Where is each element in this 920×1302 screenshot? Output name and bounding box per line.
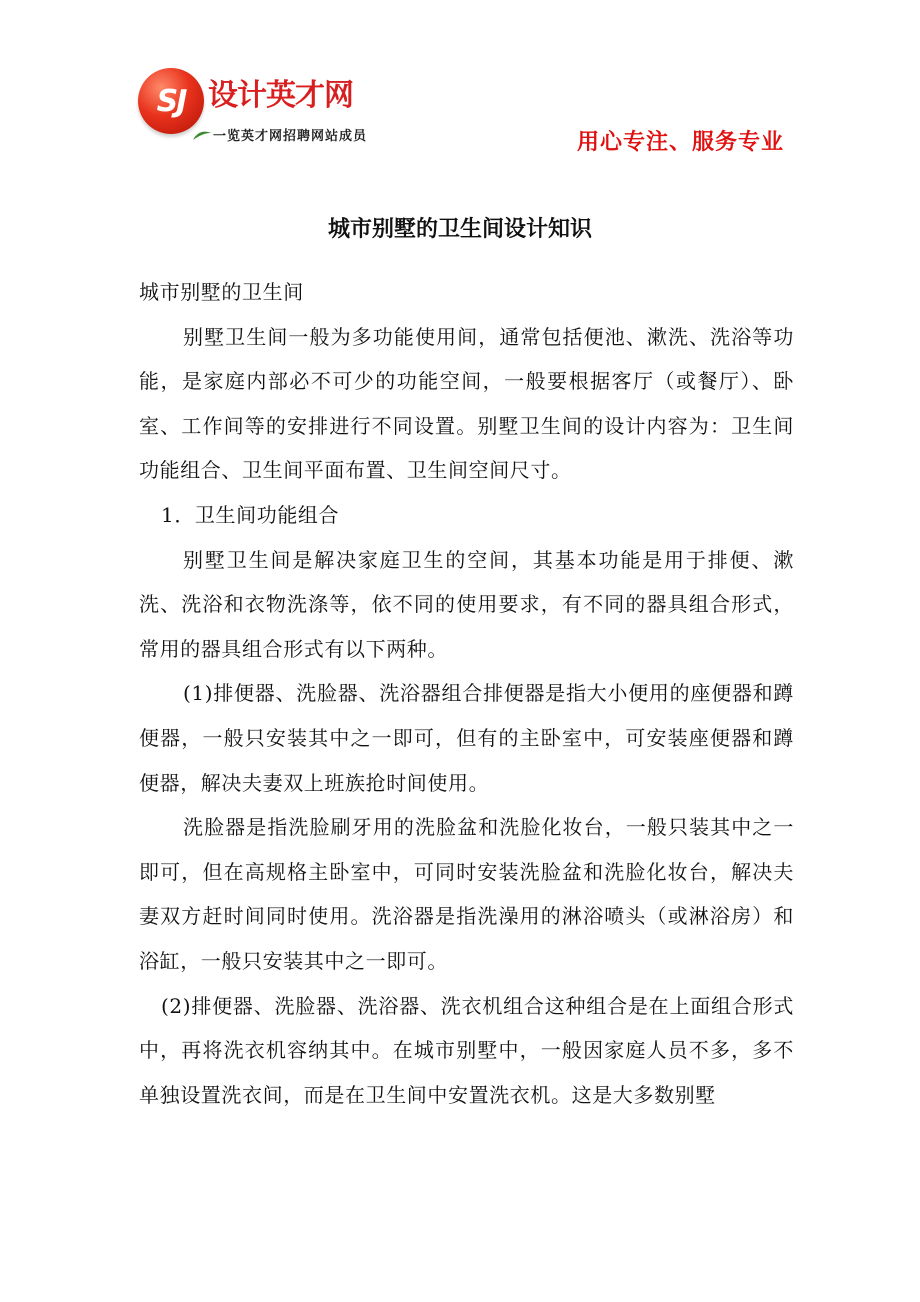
page-title: 城市别墅的卫生间设计知识 (327, 217, 592, 242)
section-heading: 城市别墅的卫生间 (139, 280, 304, 304)
paragraph: 别墅卫生间是解决家庭卫生的空间，其基本功能是用于排便、漱洗、洗浴和衣物洗涤等，依不同的使用要求，有不同的器具组合形式，常用的器具组合形式有以下两种。 (139, 547, 794, 661)
paragraph: (1)排便器、洗脸器、洗浴器组合排便器是指大小便用的座便器和蹲便器，一般只安装其中之一即可，但有的主卧室中，可安装座便器和蹲便器，解决夫妻双上班族抢时间使用。 (139, 681, 794, 795)
page-header (0, 0, 920, 170)
logo-mark: SJ (156, 83, 186, 119)
document-body (139, 270, 794, 1117)
paragraph: 别墅卫生间一般为多功能使用间，通常包括便池、漱洗、洗浴等功能，是家庭内部必不可少的功能空间，一般要根据客厅（或餐厅）、卧室、工作间等的安排进行不同设置。别墅卫生间的设计内容为：卫生间功能组合、卫生间平面布置、卫生间空间尺寸。 (139, 324, 794, 483)
paragraph: (2)排便器、洗脸器、洗浴器、洗衣机组合这种组合是在上面组合形式中，再将洗衣机容纳其中。在城市别墅中，一般因家庭人员不多，多不单独设置洗衣间，而是在卫生间中安置洗衣机。这是大多数别墅 (139, 993, 794, 1107)
subsection-heading: 1．卫生间功能组合 (161, 502, 340, 527)
logo-icon (138, 68, 204, 134)
logo-name: 设计英才网 (208, 78, 353, 113)
slogan: 用心专注、服务专业 (576, 130, 784, 155)
paragraph: 洗脸器是指洗脸刷牙用的洗脸盆和洗脸化妆台，一般只装其中之一即可，但在高规格主卧室中，可同时安装洗脸盆和洗脸化妆台，解决夫妻双方赶时间同时使用。洗浴器是指洗澡用的淋浴喷头（或淋浴房）和浴缸，一般只安装其中之一即可。 (139, 815, 794, 973)
logo-tagline: 一览英才网招聘网站成员 (213, 129, 368, 144)
leaf-swoosh-icon (192, 130, 212, 142)
